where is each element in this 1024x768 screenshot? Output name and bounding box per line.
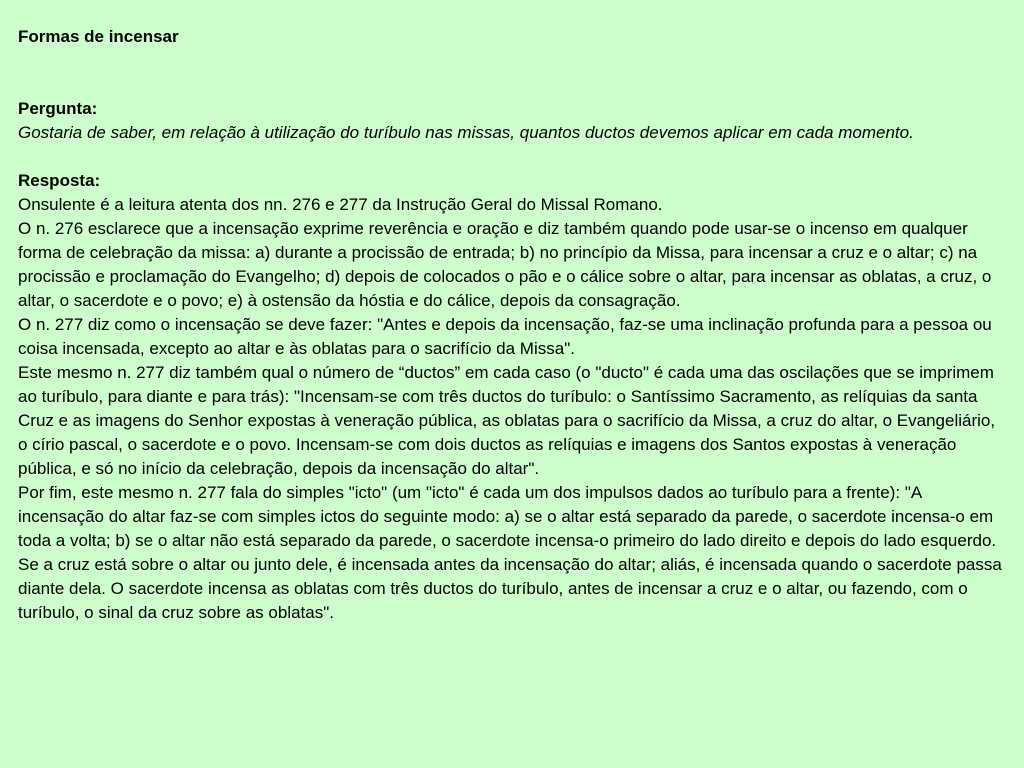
question-text: Gostaria de saber, em relação à utilização do turíbulo nas missas, quantos ductos devemos aplicar em cada momento.	[18, 123, 914, 142]
answer-label: Resposta:	[18, 171, 101, 190]
answer-paragraph-5: Por fim, este mesmo n. 277 fala do simples "icto" (um "icto" é cada um dos impulsos dados ao turíbulo para a frente): "A incensação do altar faz-se com simples ictos do seguinte modo: a) se o altar está separado da parede, o sacerdote incensa-o em toda a volta; b) se o altar não está separado da parede, o sacerdote incensa-o primeiro do lado direito e depois do lado esquerdo. Se a cruz está sobre o altar ou junto dele, é incensada antes da incensação do altar; aliás, é incensada quando o sacerdote passa diante dela. O sacerdote incensa as oblatas com três ductos do turíbulo, antes de incensar a cruz e o altar, ou fazendo, com o turíbulo, o sinal da cruz sobre as oblatas".	[18, 483, 1002, 622]
answer-paragraph-1: Onsulente é a leitura atenta dos nn. 276 e 277 da Instrução Geral do Missal Romano.	[18, 195, 663, 214]
answer-paragraph-3: O n. 277 diz como o incensação se deve fazer: "Antes e depois da incensação, faz-se uma inclinação profunda para a pessoa ou coisa incensada, excepto ao altar e às oblatas para o sacrifício da Missa".	[18, 315, 992, 358]
document-body	[18, 25, 1008, 625]
question-label: Pergunta:	[18, 99, 98, 118]
answer-paragraph-4: Este mesmo n. 277 diz também qual o número de “ductos” em cada caso (o "ducto" é cada uma das oscilações que se imprimem ao turíbulo, para diante e para trás): "Incensam-se com três ductos do turíbulo: o Santíssimo Sacramento, as relíquias da santa Cruz e as imagens do Senhor expostas à veneração pública, as oblatas para o sacrifício da Missa, a cruz do altar, o Evangeliário, o círio pascal, o sacerdote e o povo. Incensam-se com dois ductos as relíquias e imagens dos Santos expostas à veneração pública, e só no início da celebração, depois da incensação do altar".	[18, 363, 996, 478]
answer-paragraph-2: O n. 276 esclarece que a incensação exprime reverência e oração e diz também quando pode usar-se o incenso em qualquer forma de celebração da missa: a) durante a procissão de entrada; b) no princípio da Missa, para incensar a cruz e o altar; c) na procissão e proclamação do Evangelho; d) depois de colocados o pão e o cálice sobre o altar, para incensar as oblatas, a cruz, o altar, o sacerdote e o povo; e) à ostensão da hóstia e do cálice, depois da consagração.	[18, 219, 992, 310]
spacer	[18, 49, 1008, 97]
page-title: Formas de incensar	[18, 27, 179, 46]
spacer	[18, 145, 1008, 169]
